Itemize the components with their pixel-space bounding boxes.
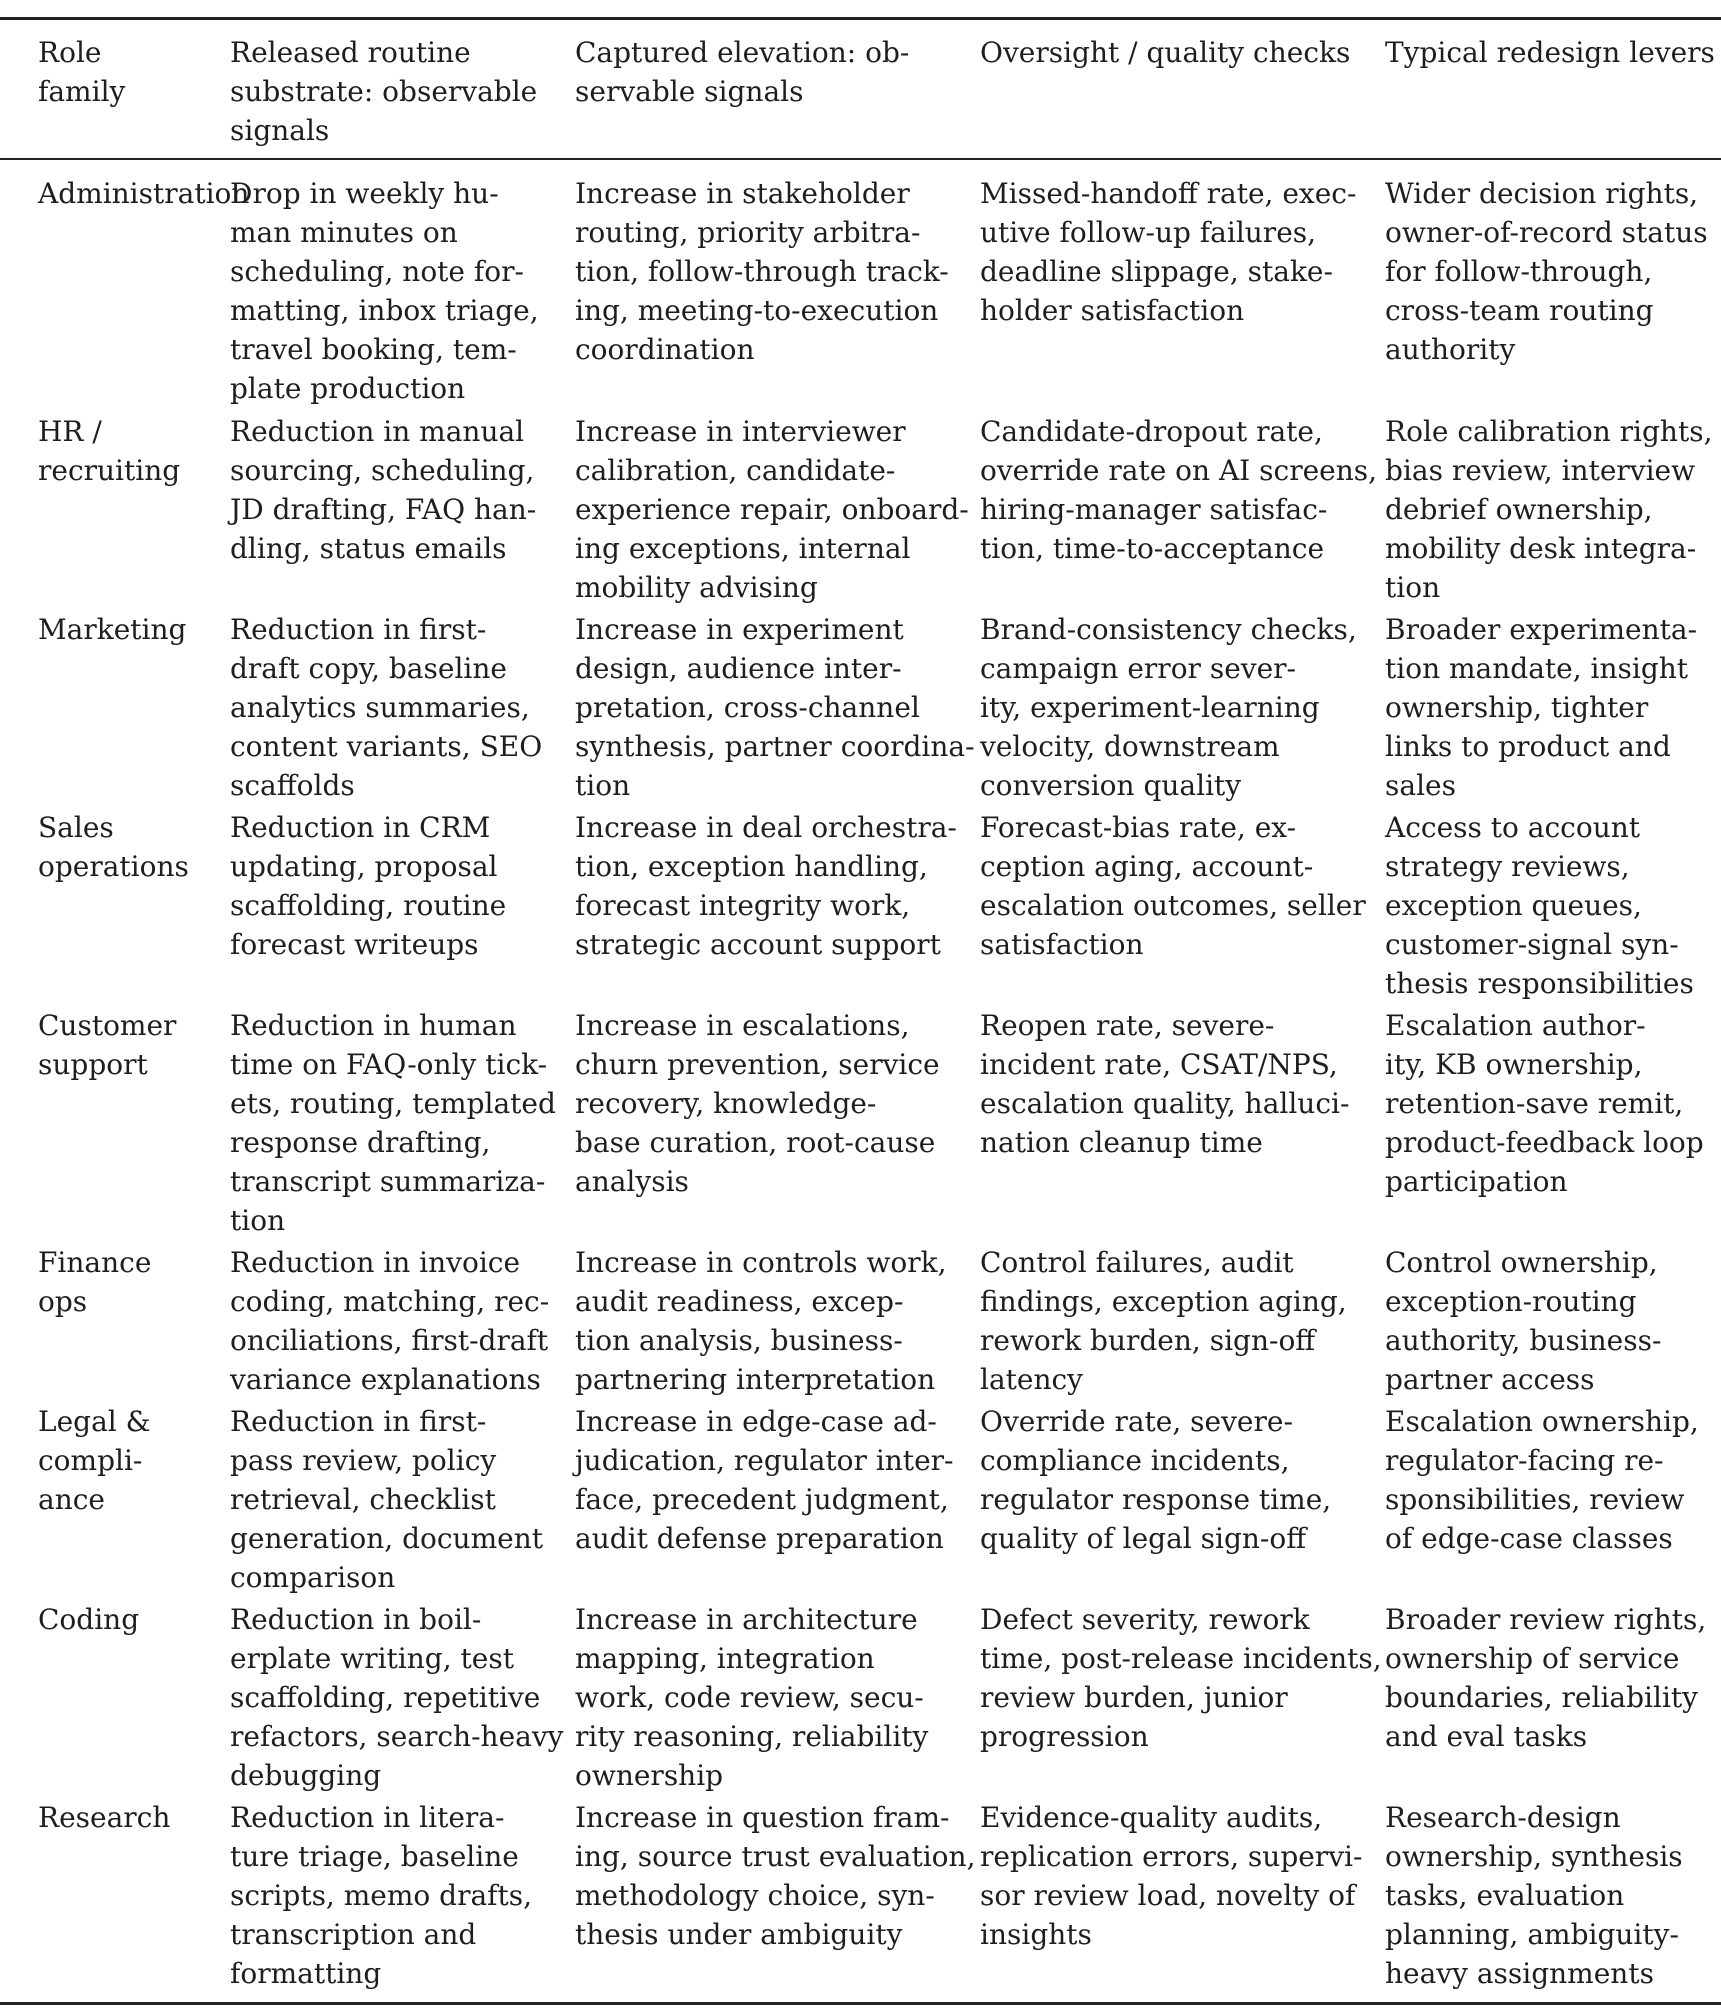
captured-cell: Increase in deal orchestra- tion, exception handling, forecast integrity work, strategic account support [575,811,957,961]
captured-cell: Increase in question fram- ing, source trust evaluation, methodology choice, syn- thesis under ambiguity [575,1801,976,1951]
levers-cell: Wider decision rights, owner-of-record status for follow-through, cross-team routing authority [1385,177,1708,366]
released-cell: Reduction in human time on FAQ-only tick- ets, routing, templated response drafting, transcript summariza- tion [230,1009,556,1237]
role-cell: Administration [38,177,250,210]
captured-cell: Increase in architecture mapping, integration work, code review, secu- rity reasoning, reliability ownership [575,1603,929,1792]
released-cell: Reduction in first- pass review, policy retrieval, checklist generation, document comparison [230,1405,543,1594]
bottom-rule [0,2002,1721,2005]
captured-cell: Increase in edge-case ad- judication, regulator inter- face, precedent judgment, audit defense preparation [575,1405,954,1555]
header-oversight-quality-checks: Oversight / quality checks [980,36,1351,69]
header-typical-redesign-levers: Typical redesign levers [1385,36,1715,69]
released-cell: Reduction in manual sourcing, scheduling, JD drafting, FAQ han- dling, status emails [230,415,537,565]
oversight-cell: Defect severity, rework time, post-release incidents, review burden, junior progression [980,1603,1382,1753]
role-cell: Marketing [38,613,187,646]
oversight-cell: Brand-consistency checks, campaign error sever- ity, experiment-learning velocity, downstream conversion quality [980,613,1357,802]
role-cell: Coding [38,1603,140,1636]
levers-cell: Escalation ownership, regulator-facing re- sponsibilities, review of edge-case classes [1385,1405,1699,1555]
oversight-cell: Reopen rate, severe- incident rate, CSAT/NPS, escalation quality, halluci- nation cleanup time [980,1009,1350,1159]
levers-cell: Role calibration rights, bias review, interview debrief ownership, mobility desk integra- tion [1385,415,1713,604]
oversight-cell: Candidate-dropout rate, override rate on AI screens, hiring-manager satisfac- tion, time-to-acceptance [980,415,1378,565]
released-cell: Reduction in litera- ture triage, baseline scripts, memo drafts, transcription and formatting [230,1801,533,1990]
role-cell: Customer support [38,1009,177,1081]
role-cell: HR / recruiting [38,415,181,487]
captured-cell: Increase in experiment design, audience inter- pretation, cross-channel synthesis, partner coordina- tion [575,613,975,802]
levers-cell: Broader review rights, ownership of service boundaries, reliability and eval tasks [1385,1603,1707,1753]
levers-cell: Escalation author- ity, KB ownership, retention-save remit, product-feedback loop participation [1385,1009,1704,1198]
captured-cell: Increase in controls work, audit readiness, excep- tion analysis, business- partnering interpretation [575,1246,947,1396]
role-cell: Sales operations [38,811,189,883]
oversight-cell: Control failures, audit findings, exception aging, rework burden, sign-off latency [980,1246,1347,1396]
captured-cell: Increase in escalations, churn prevention, service recovery, knowledge- base curation, root-cause analysis [575,1009,940,1198]
levers-cell: Broader experimenta- tion mandate, insight ownership, tighter links to product and sales [1385,613,1698,802]
released-cell: Reduction in invoice coding, matching, rec- onciliations, first-draft variance explanations [230,1246,550,1396]
header-released-routine-substrate: Released routine substrate: observable signals [230,36,538,147]
role-cell: Research [38,1801,171,1834]
released-cell: Reduction in first- draft copy, baseline analytics summaries, content variants, SEO scaffolds [230,613,543,802]
header-rule [0,158,1721,160]
top-rule [0,17,1721,20]
role-cell: Legal & compli- ance [38,1405,151,1516]
released-cell: Drop in weekly hu- man minutes on scheduling, note for- matting, inbox triage, travel booking, tem- plate production [230,177,539,405]
released-cell: Reduction in boil- erplate writing, test scaffolding, repetitive refactors, search-heavy debugging [230,1603,564,1792]
captured-cell: Increase in interviewer calibration, candidate- experience repair, onboard- ing exceptions, internal mobility advising [575,415,969,604]
oversight-cell: Missed-handoff rate, exec- utive follow-up failures, deadline slippage, stake- holder satisfaction [980,177,1357,327]
levers-cell: Research-design ownership, synthesis tasks, evaluation planning, ambiguity- heavy assignments [1385,1801,1683,1990]
captured-cell: Increase in stakeholder routing, priority arbitra- tion, follow-through track- ing, meeting-to-execution coordination [575,177,949,366]
oversight-cell: Forecast-bias rate, ex- ception aging, account- escalation outcomes, seller satisfaction [980,811,1366,961]
role-cell: Finance ops [38,1246,152,1318]
levers-cell: Control ownership, exception-routing authority, business- partner access [1385,1246,1662,1396]
header-role-family: Role family [38,36,126,108]
oversight-cell: Evidence-quality audits, replication errors, supervi- sor review load, novelty of insights [980,1801,1363,1951]
released-cell: Reduction in CRM updating, proposal scaffolding, routine forecast writeups [230,811,507,961]
oversight-cell: Override rate, severe- compliance incidents, regulator response time, quality of legal sign-off [980,1405,1332,1555]
levers-cell: Access to account strategy reviews, exception queues, customer-signal syn- thesis responsibilities [1385,811,1694,1000]
header-captured-elevation: Captured elevation: ob- servable signals [575,36,910,108]
